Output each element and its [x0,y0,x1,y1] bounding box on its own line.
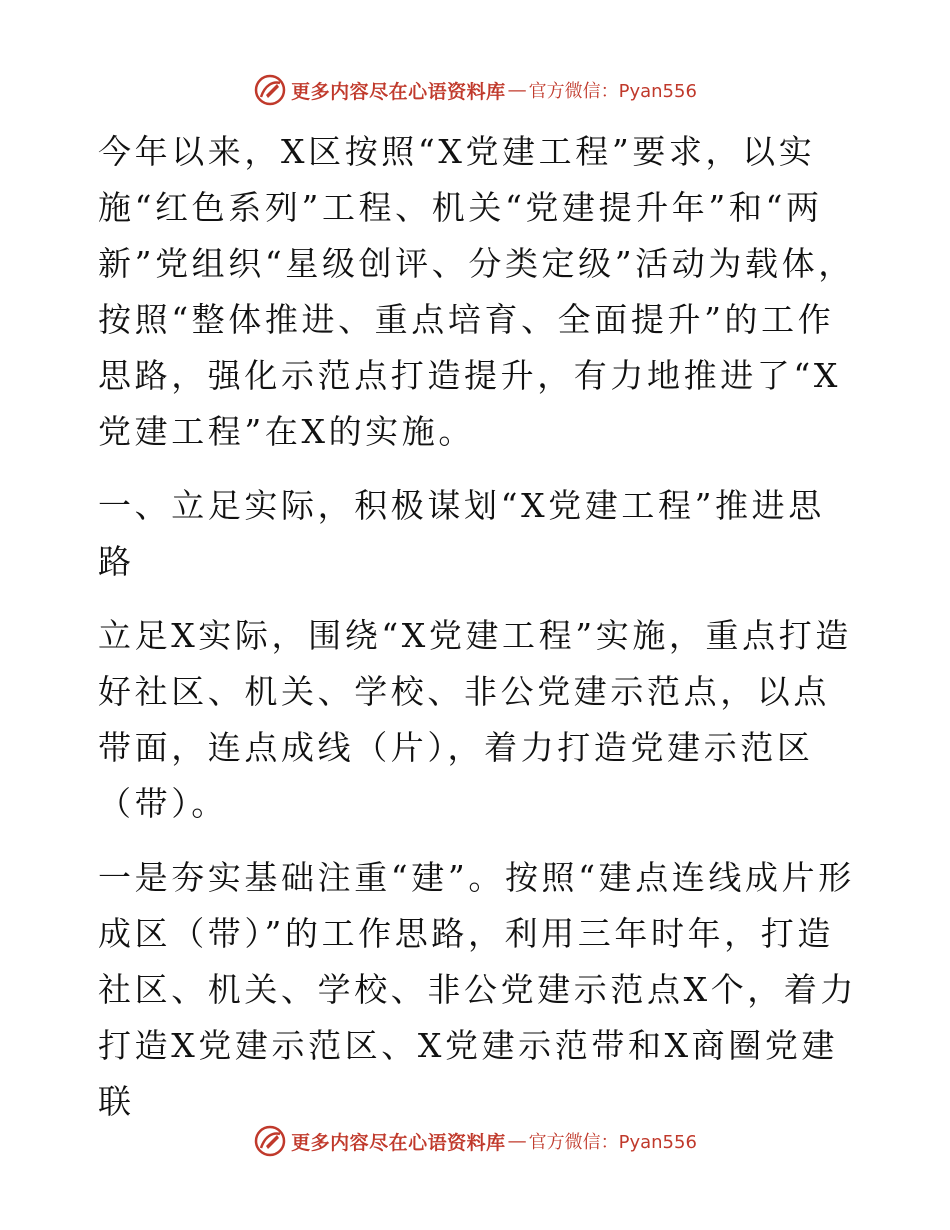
paragraph-intro: 今年以来，X区按照“X党建工程”要求，以实施“红色系列”工程、机关“党建提升年”和“两新”党组织“星级创评、分类定级”活动为载体，按照“整体推进、重点培育、全面提升”的工作思路，强化示范点打造提升，有力地推进了“X党建工程”在X的实施。 [98,132,855,451]
document-body [98,124,858,1148]
paragraph-point-one: 一是夯实基础注重“建”。按照“建点连线成片形成区（带）”的工作思路，利用三年时年，打造社区、机关、学校、非公党建示范点X个，着力打造X党建示范区、X党建示范带和X商圈党建联 [98,858,858,1121]
watermark-text: 更多内容尽在心语资料库 [291,1131,506,1154]
watermark-wechat: 官方微信：Pyan556 [528,1132,697,1153]
logo-icon [253,73,287,107]
watermark-text: 更多内容尽在心语资料库 [291,80,506,103]
watermark-wechat: 官方微信：Pyan556 [528,81,697,102]
section-heading: 一、立足实际，积极谋划“X党建工程”推进思路 [98,486,825,581]
paragraph-section-body: 立足X实际，围绕“X党建工程”实施，重点打造好社区、机关、学校、非公党建示范点，以点带面，连点成线（片），着力打造党建示范区（带）。 [98,616,852,823]
watermark-dash: — [507,1130,527,1152]
watermark-footer [0,1124,950,1158]
watermark-header [0,73,950,107]
logo-icon [253,1124,287,1158]
watermark-dash: — [507,79,527,101]
